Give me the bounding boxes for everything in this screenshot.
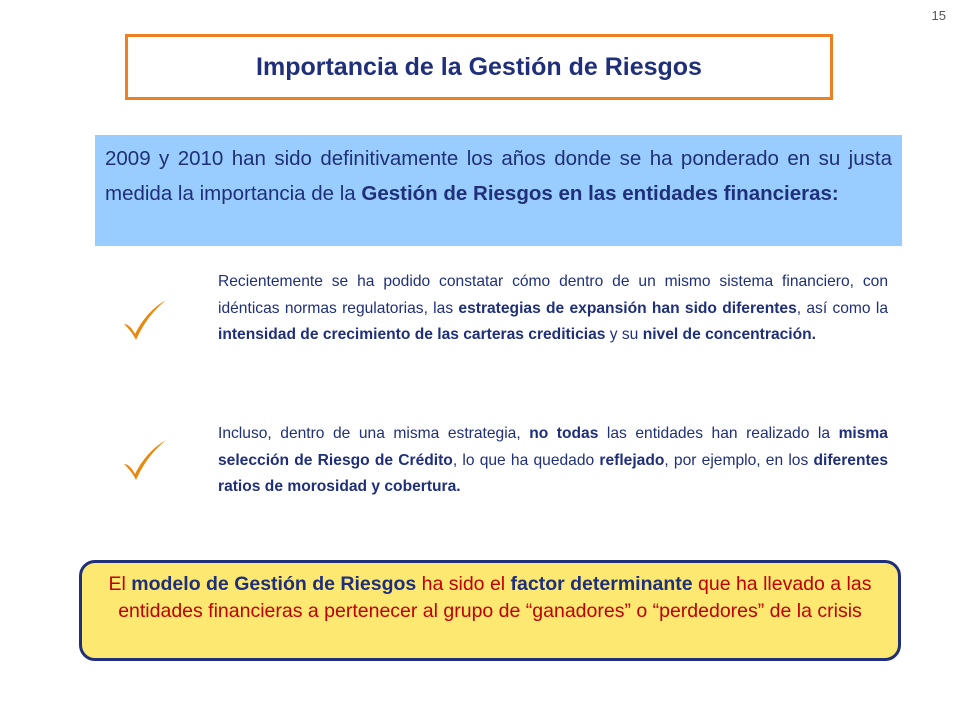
conclusion-box	[79, 560, 901, 661]
conclusion-text-2: ha sido el	[416, 573, 511, 595]
bullet-2-text-1: Incluso, dentro de una misma estrategia,	[218, 425, 530, 442]
bullet-1-bold-2: intensidad de crecimiento de las carteras crediticias	[218, 326, 606, 343]
page-title: Importancia de la Gestión de Riesgos	[256, 52, 702, 81]
bullet-2-text-3: , lo que ha quedado	[452, 451, 600, 469]
conclusion-text-3: que ha llevado a las entidades financieras a pertenecer al grupo de “ganadores” o “perdedores” de la crisis	[118, 573, 872, 622]
bullet-1-text-3: y su	[605, 326, 643, 343]
bullet-2-text-2: las entidades han realizado la	[598, 425, 839, 442]
bullet-1-bold-1: estrategias de expansión han sido diferentes	[458, 299, 797, 317]
intro-box	[95, 135, 902, 246]
conclusion-bold-2: factor determinante	[510, 573, 693, 595]
checkmark-icon	[120, 438, 170, 482]
checkmark-icon	[120, 298, 170, 342]
bullet-text-1	[218, 269, 888, 349]
bullet-2-bold-3: reflejado	[599, 451, 665, 469]
bullet-1-bold-3: nivel de concentración.	[642, 326, 817, 343]
bullet-2-bold-1: no todas	[529, 425, 599, 442]
intro-bold: Gestión de Riesgos en las entidades financieras:	[361, 182, 839, 205]
conclusion-bold-1: modelo de Gestión de Riesgos	[131, 573, 417, 595]
conclusion-text-1: El	[108, 573, 132, 595]
intro-text: 2009 y 2010 han sido definitivamente los años donde se ha ponderado en su justa medida la importancia de la	[105, 147, 892, 205]
bullet-1-text-2: , así como la	[796, 299, 888, 317]
page-number: 15	[931, 8, 946, 23]
bullet-2-text-4: , por ejemplo, en los	[664, 451, 814, 469]
bullet-2-bold-4: diferentes ratios de morosidad y cobertura.	[218, 451, 889, 495]
bullet-2-bold-2: misma selección de Riesgo de Crédito	[218, 425, 888, 469]
title-box	[125, 34, 833, 100]
bullet-text-2	[218, 421, 888, 501]
bullet-1-text-1: Recientemente se ha podido constatar cómo dentro de un mismo sistema financiero, con idénticas normas regulatorias, las	[218, 273, 888, 317]
